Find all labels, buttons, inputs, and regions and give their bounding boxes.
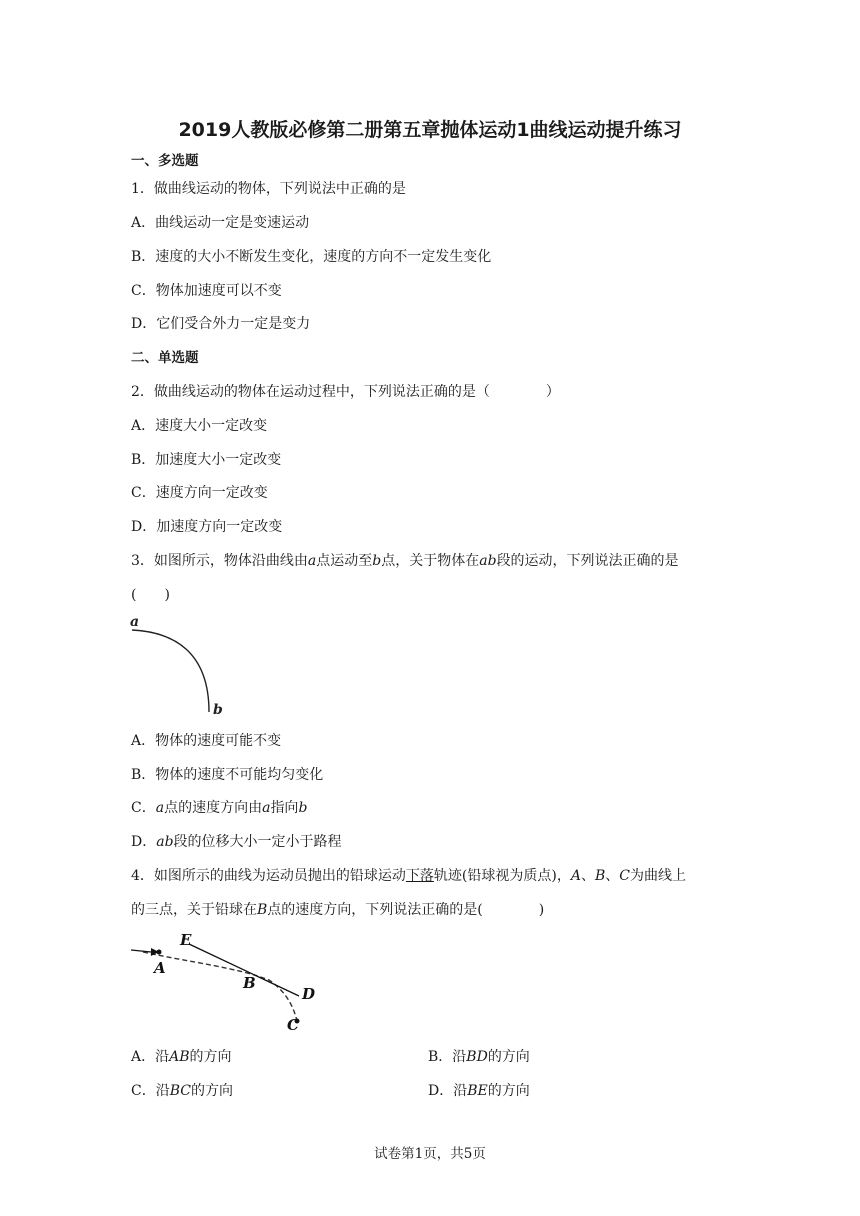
q4-stem-line1: 4．如图所示的曲线为运动员抛出的铅球运动下落轨迹(铅球视为质点)，A、B、C为曲线上 [131, 868, 686, 884]
q3-option-b: B．物体的速度不可能均匀变化 [131, 767, 324, 783]
q3-option-d: D．ab段的位移大小一定小于路程 [131, 834, 342, 850]
q3-curve [132, 630, 209, 712]
section-multiple-choice: 一、多选题 [131, 153, 199, 169]
page-title: 2019人教版必修第二册第五章抛体运动1曲线运动提升练习 [178, 119, 682, 141]
q2-option-a: A．速度大小一定改变 [131, 418, 268, 434]
q1-stem: 1．做曲线运动的物体，下列说法中正确的是 [131, 181, 406, 197]
q1-option-b: B．速度的大小不断发生变化，速度的方向不一定发生变化 [131, 249, 492, 265]
q4-fig-label-d: D [302, 985, 316, 1003]
q1-option-c: C．物体加速度可以不变 [131, 283, 282, 299]
q4-option-c: C．沿BC的方向 [131, 1083, 233, 1099]
q2-option-b: B．加速度大小一定改变 [131, 452, 282, 468]
q3-option-c: C．a点的速度方向由a指向b [131, 800, 308, 816]
q3-answer-paren: ( ) [131, 587, 170, 603]
q2-option-d: D．加速度方向一定改变 [131, 519, 283, 535]
page-footer: 试卷第1页，共5页 [374, 1146, 486, 1162]
q4-option-d: D．沿BE的方向 [428, 1083, 530, 1099]
q2-option-c: C．速度方向一定改变 [131, 485, 268, 501]
q2-stem: 2．做曲线运动的物体在运动过程中，下列说法正确的是（ ） [131, 384, 560, 400]
q3-fig-label-a: a [130, 614, 140, 630]
q4-arrow-line [131, 950, 151, 952]
q1-option-d: D．它们受合外力一定是变力 [131, 316, 311, 332]
q4-stem-line2: 的三点，关于铅球在B点的速度方向，下列说法正确的是( ) [131, 902, 545, 918]
q3-option-a: A．物体的速度可能不变 [131, 733, 282, 749]
q1-option-a: A．曲线运动一定是变速运动 [131, 215, 310, 231]
q4-fig-label-b: B [243, 974, 256, 992]
section-single-choice: 二、单选题 [131, 350, 199, 366]
q3-fig-label-b: b [213, 702, 223, 718]
q4-option-a: A．沿AB的方向 [131, 1049, 232, 1065]
q4-fig-label-a: A [154, 959, 166, 977]
q4-fig-label-e: E [180, 931, 192, 949]
q3-stem: 3．如图所示，物体沿曲线由a点运动至b点，关于物体在ab段的运动，下列说法正确的是 [131, 553, 679, 569]
q4-option-b: B．沿BD的方向 [428, 1049, 530, 1065]
q3-curve-figure [129, 614, 229, 720]
q4-fig-label-c: C [287, 1016, 299, 1034]
q4-point-a [157, 950, 162, 955]
q4-trajectory-figure [129, 928, 329, 1034]
q4-trajectory-curve [143, 952, 297, 1021]
